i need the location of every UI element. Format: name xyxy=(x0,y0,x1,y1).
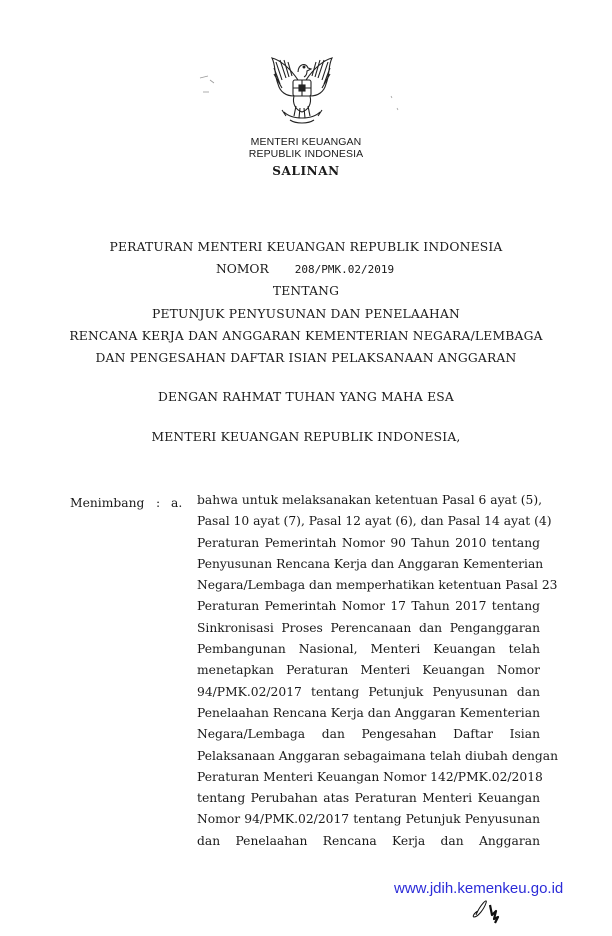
paragraph-line: Peraturan Pemerintah Nomor 17 Tahun 2017 tentang xyxy=(197,599,540,614)
considering-paragraph-a xyxy=(197,490,559,852)
subject-line-1: PETUNJUK PENYUSUNAN DAN PENELAAHAN xyxy=(151,307,461,321)
signature-paraf-icon xyxy=(470,893,510,929)
paragraph-line: Negara/Lembaga dan memperhatikan ketentuan Pasal 23 xyxy=(197,578,558,593)
paragraph-line: Peraturan Menteri Keuangan Nomor 142/PMK.02/2018 xyxy=(197,769,543,784)
paragraph-line: tentang Perubahan atas Peraturan Menteri Keuangan xyxy=(197,791,540,806)
paragraph-line: Peraturan Pemerintah Nomor 90 Tahun 2010 tentang xyxy=(197,535,540,550)
paragraph-line: menetapkan Peraturan Menteri Keuangan Nomor xyxy=(197,663,540,678)
item-letter-a: a. xyxy=(171,496,183,510)
regulation-title: PERATURAN MENTERI KEUANGAN REPUBLIK INDONESIA xyxy=(109,240,503,254)
tentang-heading: TENTANG xyxy=(272,284,340,298)
subject-line-3: DAN PENGESAHAN DAFTAR ISIAN PELAKSANAAN ANGGARAN xyxy=(95,351,517,365)
paragraph-line: Pasal 10 ayat (7), Pasal 12 ayat (6), dan Pasal 14 ayat (4) xyxy=(197,514,552,529)
nomor-value: 208/PMK.02/2019 xyxy=(294,263,395,276)
paragraph-line: Pelaksanaan Anggaran sebagaimana telah diubah dengan xyxy=(197,748,559,763)
paragraph-line: Penyusunan Rencana Kerja dan Anggaran Kementerian xyxy=(197,556,544,571)
paragraph-line: Negara/Lembaga dan Pengesahan Daftar Isian xyxy=(197,727,540,742)
regulation-number xyxy=(216,262,394,276)
considering-label: Menimbang xyxy=(70,496,145,510)
paragraph-line: 94/PMK.02/2017 tentang Petunjuk Penyusunan dan xyxy=(197,684,540,699)
salinan-stamp: SALINAN xyxy=(272,164,340,178)
issuer-line: MENTERI KEUANGAN REPUBLIK INDONESIA, xyxy=(151,430,461,444)
invocation: DENGAN RAHMAT TUHAN YANG MAHA ESA xyxy=(158,390,454,404)
paragraph-line: Pembangunan Nasional, Menteri Keuangan telah xyxy=(197,642,540,657)
paragraph-line: Penelaahan Rencana Kerja dan Anggaran Kementerian xyxy=(197,705,540,720)
paragraph-line: Sinkronisasi Proses Perencanaan dan Penganggaran xyxy=(197,620,540,635)
paragraph-line: Nomor 94/PMK.02/2017 tentang Petunjuk Penyusunan xyxy=(197,812,540,827)
nomor-label: NOMOR xyxy=(216,262,269,276)
garuda-emblem-icon xyxy=(262,50,342,130)
subject-line-2: RENCANA KERJA DAN ANGGARAN KEMENTERIAN NEGARA/LEMBAGA xyxy=(69,329,543,343)
considering-colon: : xyxy=(156,496,161,510)
paragraph-line: bahwa untuk melaksanakan ketentuan Pasal 6 ayat (5), xyxy=(197,493,543,507)
jdih-website-link[interactable]: www.jdih.kemenkeu.go.id xyxy=(394,880,564,897)
ministry-country: REPUBLIK INDONESIA xyxy=(248,148,364,160)
paragraph-line: dan Penelaahan Rencana Kerja dan Anggaran xyxy=(197,833,540,848)
ministry-heading xyxy=(0,136,612,160)
ministry-name: MENTERI KEUANGAN xyxy=(250,136,362,148)
